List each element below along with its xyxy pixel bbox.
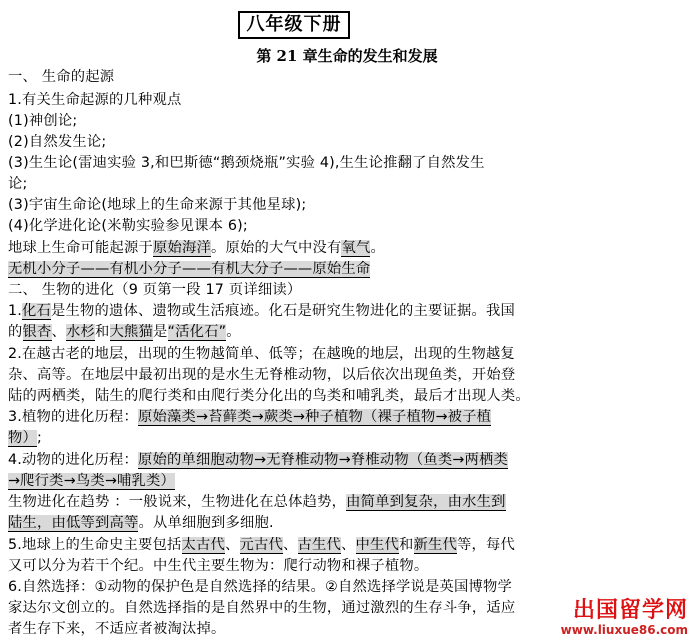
watermark-logo-text: 出国留学网 [572,598,688,623]
highlight-term: 氧气 [341,240,371,256]
text-line: 者生存下来，不适应者被淘汰掉。 [8,621,226,637]
text-line: 1.有关生命起源的几种观点 [8,92,182,108]
site-watermark [561,599,688,637]
text-line: 物）; [8,430,43,446]
text-line: 又可以分为若干个纪。中生代主要生物为：爬行动物和裸子植物。 [8,558,429,574]
highlight-term: 化石 [22,303,52,319]
text-line: 论; [8,176,28,192]
text-line: 的银杏、水杉和大熊猫是“活化石”。 [8,324,241,340]
text-line: (3)宇宙生命论(地球上的生命来源于其他星球); [8,197,307,213]
chapter-heading: 第 21 章生命的发生和发展 [256,47,438,65]
text-line: (1)神创论; [8,113,78,129]
text-line: 6.自然选择：①动物的保护色是自然选择的结果。②自然选择学说是英国博物学 [8,579,512,595]
text-line: 3.植物的进化历程：原始藻类→苔藓类→蕨类→种子植物（裸子植物→被子植 [8,409,492,425]
text-line: (2)自然发生论; [8,134,107,150]
highlight-term: 中生代 [355,537,400,553]
highlight-sequence: 无机小分子——有机小分子——有机大分子——原始生命 [8,261,371,277]
highlight-term: 原始海洋 [152,240,211,256]
highlight-term: 古生代 [297,537,342,553]
text-line: 2.在越古老的地层，出现的生物越简单、低等；在越晚的地层，出现的生物越复 [8,346,515,362]
highlight-term: 新生代 [413,537,458,553]
highlight-sequence: 物） [8,430,37,446]
highlight-sequence: →爬行类→鸟类→哺乳类） [8,473,176,489]
highlight-phrase: 由简单到复杂，由水生到 [346,494,506,510]
text-line: 杂、高等。在地层中最初出现的是水生无脊椎动物，以后依次出现鱼类，开始登 [8,367,516,383]
text-line: 家达尔文创立的。自然选择指的是自然界中的生物，通过激烈的生存斗争，适应 [8,600,516,616]
text-line: 5.地球上的生命史主要包括太古代、元古代、古生代、中生代和新生代等，每代 [8,537,516,553]
watermark-url: www.liuxue86.com [560,623,688,637]
grade-title: 八年级下册 [238,11,350,39]
highlight-phrase: 陆生，由低等到高等 [8,515,139,531]
highlight-term: 元古代 [239,537,284,553]
highlight-term: 太古代 [181,537,226,553]
highlight-term: 银杏 [22,324,52,340]
text-line: 陆的两栖类，陆生的爬行类和由爬行类分化出的鸟类和哺乳类，最后才出现人类。 [8,388,530,404]
highlight-sequence: 原始藻类→苔藓类→蕨类→种子植物（裸子植物→被子植 [138,409,492,425]
text-line: (3)生生论(雷迪实验 3,和巴斯德“鹅颈烧瓶”实验 4),生生论推翻了自然发生 [8,155,485,171]
text-line: 陆生，由低等到高等。从单细胞到多细胞. [8,515,274,531]
text-line [8,259,688,279]
text-line: 1.化石是生物的遗体、遗物或生活痕迹。化石是研究生物进化的主要证据。我国 [8,303,515,319]
highlight-term: “活化石” [167,324,227,340]
section-heading-1: 一、 生命的起源 [8,69,115,85]
section-heading-2: 二、 生物的进化（9 页第一段 17 页详细读） [8,282,302,298]
text-line: 地球上生命可能起源于原始海洋。原始的大气中没有氧气。 [8,240,385,256]
text-line: 生物进化在趋势 ：一般说来，生物进化在总体趋势，由简单到复杂，由水生到 [8,494,506,510]
highlight-term: 大熊猫 [109,324,153,340]
text-line: (4)化学进化论(米勒实验参见课本 6); [8,218,248,234]
highlight-sequence: 原始的单细胞动物→无脊椎动物→脊椎动物（鱼类→两栖类 [138,452,508,468]
highlight-term: 水杉 [66,324,95,340]
text-line [8,471,688,491]
text-line: 4.动物的进化历程：原始的单细胞动物→无脊椎动物→脊椎动物（鱼类→两栖类 [8,452,508,468]
